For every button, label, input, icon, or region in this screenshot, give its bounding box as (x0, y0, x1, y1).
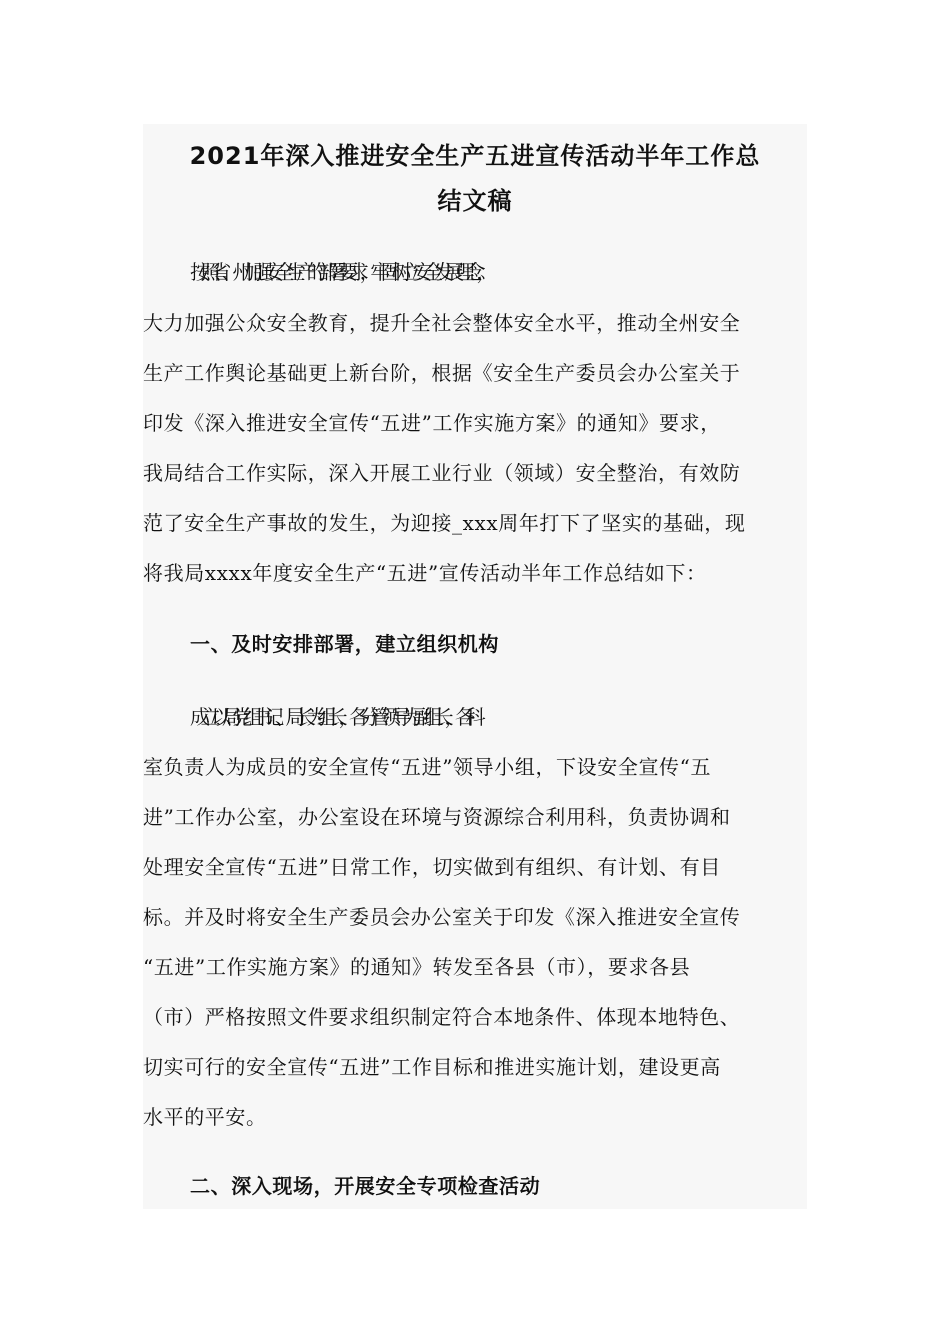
section-1-heading: 一、及时安排部署，建立组织机构 (190, 632, 499, 656)
section-1-line-7: （市）严格按照文件要求组织制定符合本地条件、体现本地特色、 (143, 1005, 741, 1029)
document-page (143, 124, 807, 1209)
section-1-line-2: 室负责人为成员的安全宣传“五进”领导小组，下设安全宣传“五 (143, 755, 712, 779)
section-1-line-8: 切实可行的安全宣传“五进”工作目标和推进实施计划，建设更高 (143, 1055, 721, 1079)
intro-line-6: 范了安全生产事故的发生，为迎接_xxx周年打下了坚实的基础，现 (143, 511, 746, 535)
intro-line-1: 按照省、州加强安全生产的部署要求，牢固树立安全发展理念， (190, 260, 487, 284)
document-title-line-2: 结文稿 (437, 187, 513, 215)
intro-line-3: 生产工作舆论基础更上新台阶，根据《安全生产委员会办公室关于 (143, 361, 741, 385)
section-1-line-5: 标。并及时将安全生产委员会办公室关于印发《深入推进安全宣传 (143, 905, 741, 929)
intro-line-7: 将我局xxxx年度安全生产“五进”宣传活动半年工作总结如下： (143, 561, 707, 585)
section-2-heading: 二、深入现场，开展安全专项检查活动 (190, 1174, 541, 1198)
intro-line-5: 我局结合工作实际，深入开展工业行业（领域）安全整治，有效防 (143, 461, 741, 485)
section-1-line-4: 处理安全宣传“五进”日常工作，切实做到有组织、有计划、有目 (143, 855, 721, 879)
intro-line-4: 印发《深入推进安全宣传“五进”工作实施方案》的通知》要求， (143, 411, 721, 435)
section-1-line-3: 进”工作办公室，办公室设在环境与资源综合利用科，负责协调和 (143, 805, 731, 829)
section-1-line-6: “五进”工作实施方案》的通知》转发至各县（市），要求各县 (143, 955, 691, 979)
document-title-line-1: 2021年深入推进安全生产五进宣传活动半年工作总 (189, 142, 761, 170)
intro-line-2: 大力加强公众安全教育，提升全社会整体安全水平，推动全州安全 (143, 311, 741, 335)
section-1-line-9: 水平的平安。 (143, 1105, 267, 1129)
section-1-line-1: 成立以局党组书记、局长为组长，各分管领导为副组长，各科 (190, 705, 477, 729)
